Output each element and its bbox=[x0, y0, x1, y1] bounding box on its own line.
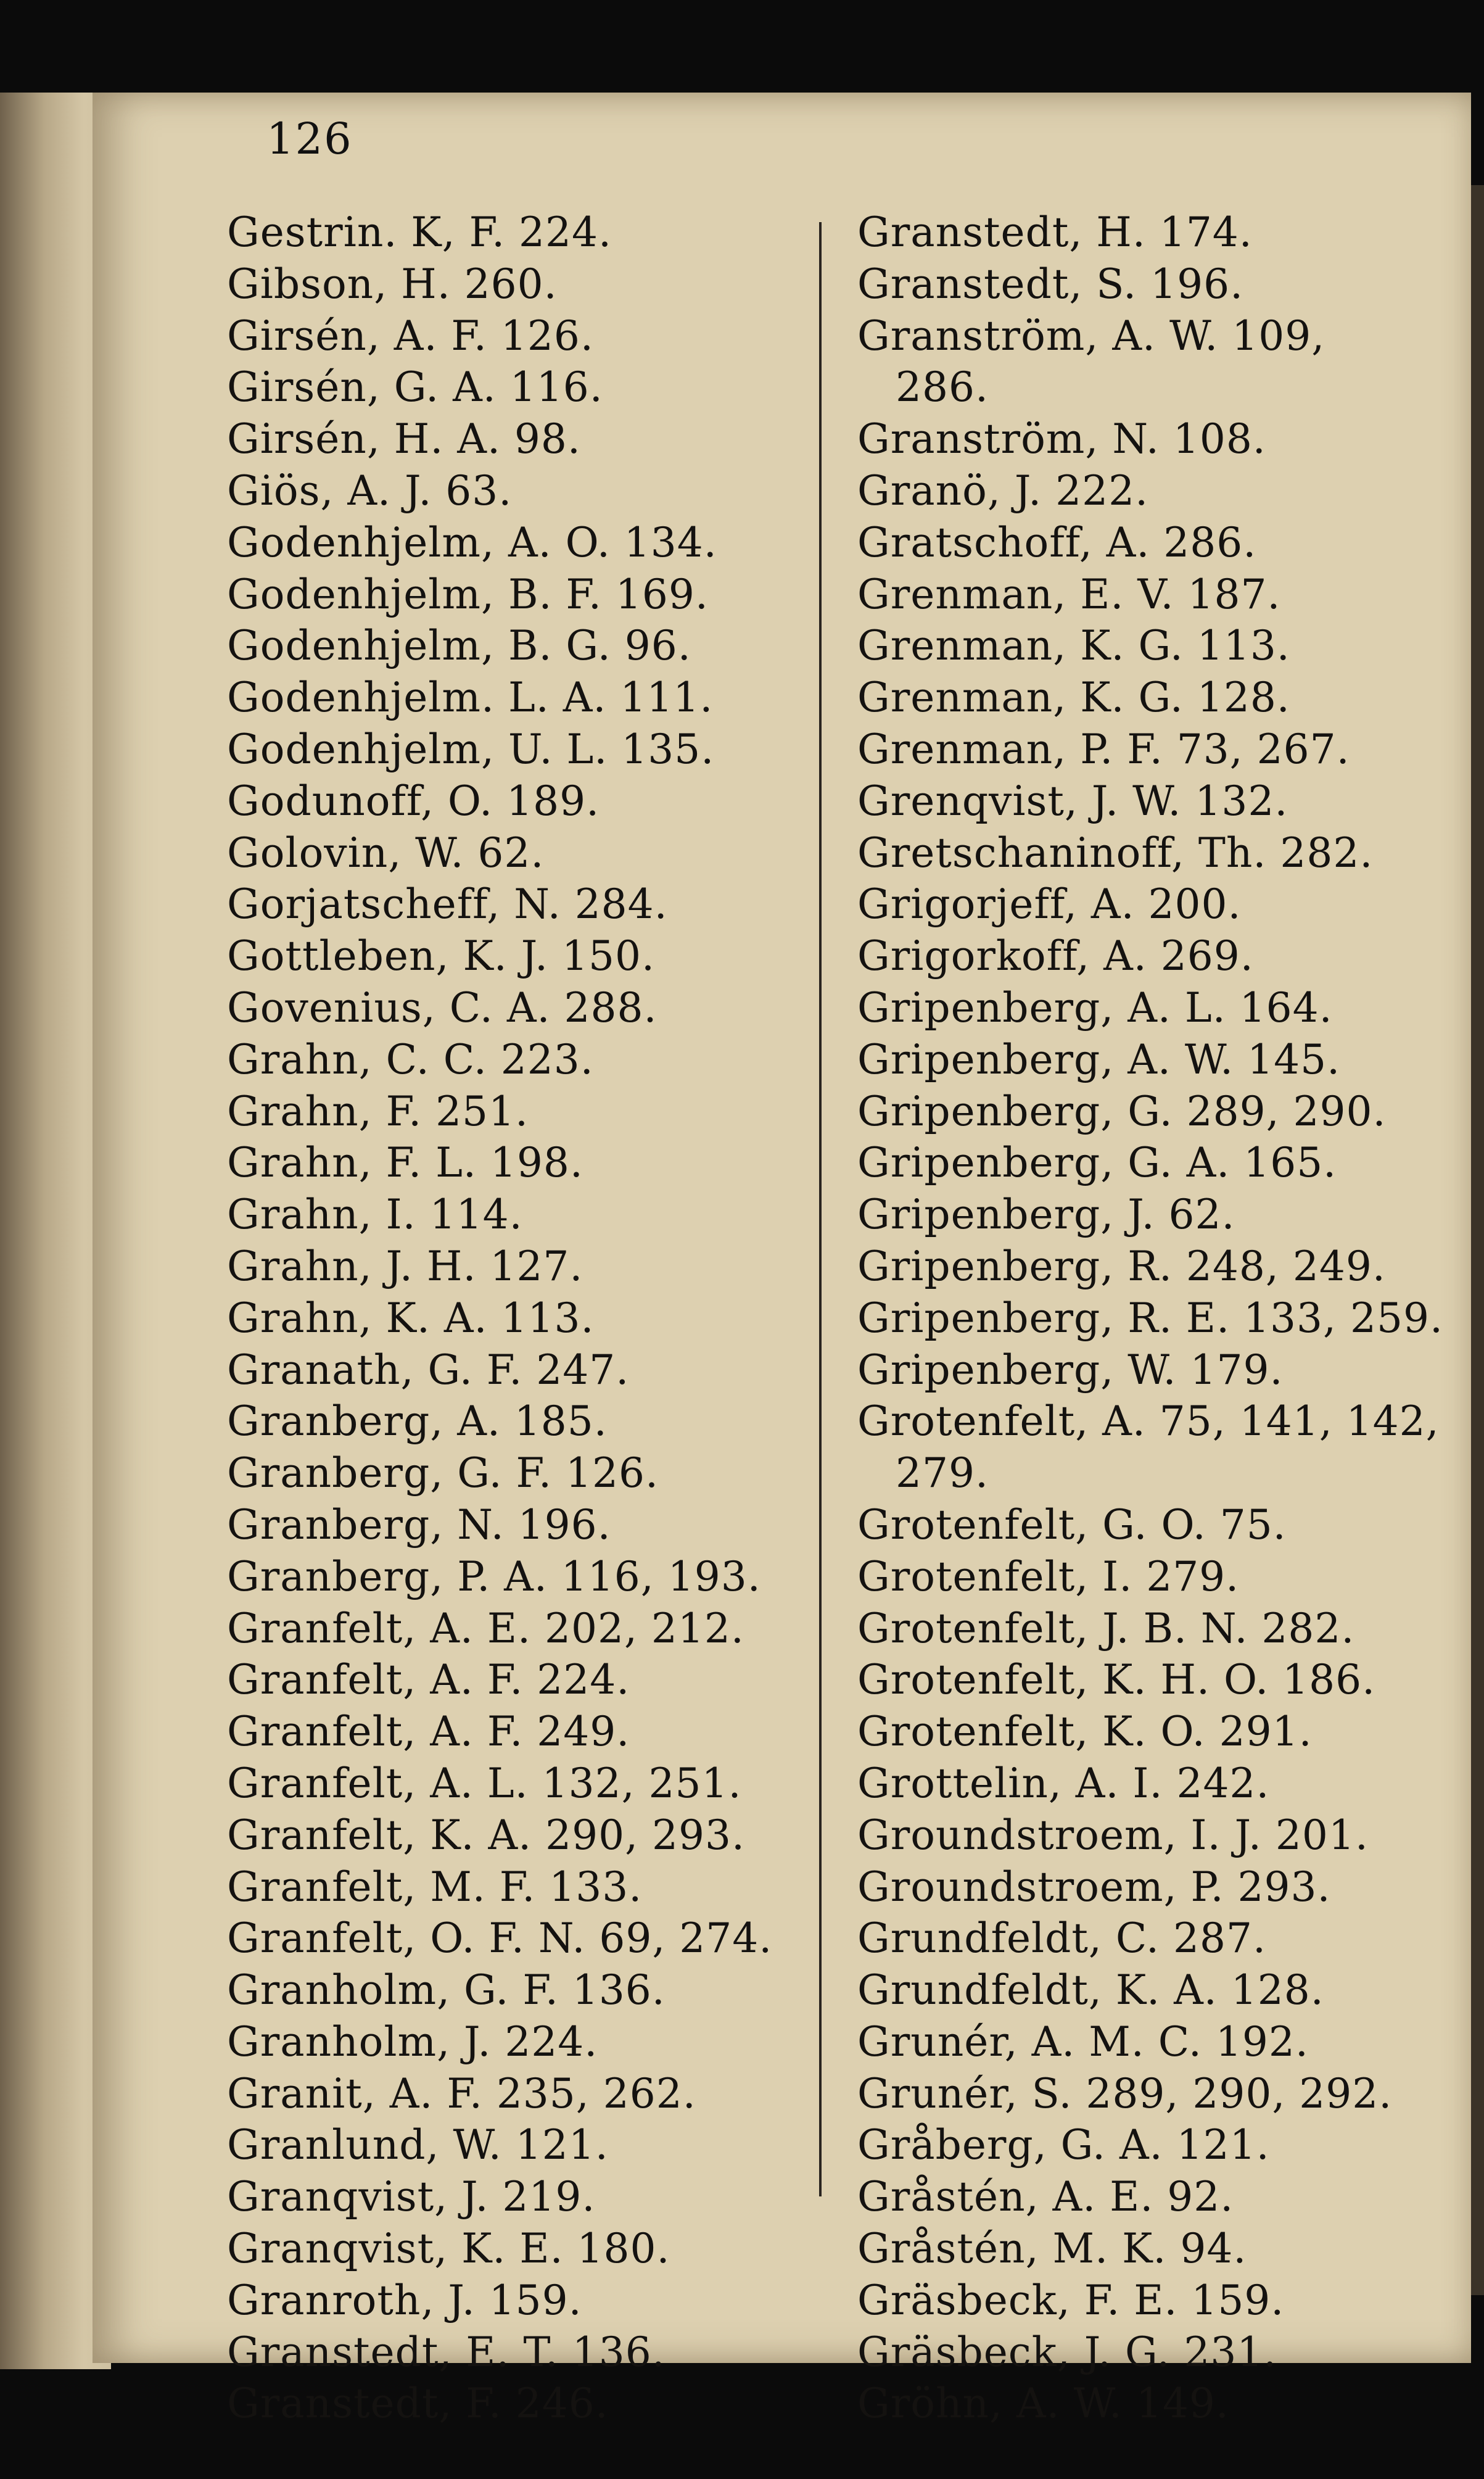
index-entry: Girsén, H. A. 98. bbox=[227, 415, 581, 463]
index-entry: Grotenfelt, G. O. 75. bbox=[857, 1500, 1287, 1549]
index-entry: Granstedt, S. 196. bbox=[857, 260, 1244, 308]
index-entry: Grahn, I. 114. bbox=[227, 1191, 523, 1239]
index-entry: Gripenberg, R. 248, 249. bbox=[857, 1242, 1386, 1290]
index-entry: Gråstén, A. E. 92. bbox=[857, 2173, 1234, 2221]
index-entry: Granfelt, A. F. 249. bbox=[227, 1708, 630, 1756]
index-entry: Granberg, G. F. 126. bbox=[227, 1449, 659, 1497]
index-entry: Grenqvist, J. W. 132. bbox=[857, 777, 1288, 825]
index-entry: Granfelt, O. F. N. 69, 274. bbox=[227, 1914, 773, 1963]
index-entry: Grunér, A. M. C. 192. bbox=[857, 2018, 1309, 2066]
index-entry: Gratschoff, A. 286. bbox=[857, 518, 1257, 566]
index-entry: Grahn, C. C. 223. bbox=[227, 1035, 594, 1083]
index-entry: Godenhjelm, B. G. 96. bbox=[227, 622, 691, 670]
index-entry: Gröhn, A. W. 149. bbox=[857, 2380, 1229, 2428]
index-entry: Godenhjelm. L. A. 111. bbox=[227, 674, 714, 722]
index-entry: Gripenberg, G. 289, 290. bbox=[857, 1087, 1387, 1135]
page-shadow bbox=[1471, 185, 1484, 2295]
index-entry: Granqvist, J. 219. bbox=[227, 2173, 596, 2221]
index-entry: Granberg, N. 196. bbox=[227, 1500, 611, 1549]
index-entry: Godenhjelm, B. F. 169. bbox=[227, 570, 709, 618]
page-number: 126 bbox=[266, 114, 353, 164]
index-entry: Granfelt, K. A. 290, 293. bbox=[227, 1811, 745, 1859]
index-entry: Grunér, S. 289, 290, 292. bbox=[857, 2069, 1393, 2117]
index-entry: Gorjatscheff, N. 284. bbox=[227, 880, 668, 929]
index-entry: Girsén, G. A. 116. bbox=[227, 363, 603, 412]
index-entry: Granstedt, F. 246. bbox=[227, 2380, 609, 2428]
index-entry-continuation: 279. bbox=[896, 1449, 989, 1497]
column-divider bbox=[819, 222, 822, 2196]
index-entry: Gripenberg, A. W. 145. bbox=[857, 1035, 1341, 1083]
index-entry: Grahn, F. L. 198. bbox=[227, 1139, 583, 1187]
index-entry: Girsén, A. F. 126. bbox=[227, 312, 594, 360]
index-entry: Granberg, A. 185. bbox=[227, 1397, 608, 1446]
index-entry: Granö, J. 222. bbox=[857, 466, 1149, 515]
index-entry: Godunoff, O. 189. bbox=[227, 777, 600, 825]
index-entry: Giös, A. J. 63. bbox=[227, 466, 513, 515]
index-entry: Golovin, W. 62. bbox=[227, 829, 545, 877]
index-entry: Gottleben, K. J. 150. bbox=[227, 932, 655, 980]
index-entry: Granström, A. W. 109, bbox=[857, 312, 1325, 360]
index-column-left bbox=[227, 207, 807, 2430]
index-entry: Grundfeldt, C. 287. bbox=[857, 1914, 1266, 1963]
index-entry: Grenman, K. G. 113. bbox=[857, 622, 1290, 670]
index-entry: Gråberg, G. A. 121. bbox=[857, 2121, 1270, 2169]
index-entry: Granlund, W. 121. bbox=[227, 2121, 609, 2169]
index-entry: Grotenfelt, A. 75, 141, 142, bbox=[857, 1397, 1440, 1446]
index-entry: Grotenfelt, J. B. N. 282. bbox=[857, 1604, 1355, 1652]
index-entry: Granfelt, A. F. 224. bbox=[227, 1656, 630, 1704]
index-entry: Gripenberg, G. A. 165. bbox=[857, 1139, 1337, 1187]
index-entry: Grotenfelt, I. 279. bbox=[857, 1552, 1240, 1600]
index-entry: Granfelt, A. L. 132, 251. bbox=[227, 1759, 742, 1807]
index-entry: Granroth, J. 159. bbox=[227, 2276, 582, 2324]
index-entry: Gripenberg, R. E. 133, 259. bbox=[857, 1294, 1443, 1342]
index-entry: Grenman, E. V. 187. bbox=[857, 570, 1281, 618]
index-entry: Gräsbeck, J. G. 231. bbox=[857, 2328, 1277, 2376]
index-entry: Granstedt, E. T. 136. bbox=[227, 2328, 666, 2376]
index-entry: Grahn, F. 251. bbox=[227, 1087, 529, 1135]
index-entry: Groundstroem, P. 293. bbox=[857, 1863, 1331, 1911]
index-entry: Granholm, J. 224. bbox=[227, 2018, 598, 2066]
index-entry: Gräsbeck, F. E. 159. bbox=[857, 2276, 1285, 2324]
index-entry: Grahn, J. H. 127. bbox=[227, 1242, 583, 1290]
index-entry: Godenhjelm, U. L. 135. bbox=[227, 725, 715, 773]
index-entry: Gretschaninoff, Th. 282. bbox=[857, 829, 1374, 877]
index-entry: Grotenfelt, K. O. 291. bbox=[857, 1708, 1313, 1756]
index-entry: Grigorjeff, A. 200. bbox=[857, 880, 1242, 929]
index-entry: Granfelt, M. F. 133. bbox=[227, 1863, 643, 1911]
index-entry: Gripenberg, W. 179. bbox=[857, 1346, 1284, 1394]
index-entry: Granholm, G. F. 136. bbox=[227, 1966, 666, 2014]
index-entry: Grahn, K. A. 113. bbox=[227, 1294, 595, 1342]
index-entry: Grenman, K. G. 128. bbox=[857, 674, 1290, 722]
index-entry: Gestrin. K, F. 224. bbox=[227, 209, 612, 256]
index-entry-continuation: 286. bbox=[896, 363, 989, 412]
index-entry: Gibson, H. 260. bbox=[227, 260, 558, 308]
index-entry: Granqvist, K. E. 180. bbox=[227, 2225, 670, 2273]
index-entry: Grenman, P. F. 73, 267. bbox=[857, 725, 1350, 773]
index-entry: Granit, A. F. 235, 262. bbox=[227, 2069, 696, 2117]
index-entry: Granath, G. F. 247. bbox=[227, 1346, 630, 1394]
index-entry: Granström, N. 108. bbox=[857, 415, 1266, 463]
index-entry: Govenius, C. A. 288. bbox=[227, 983, 657, 1032]
index-entry: Grigorkoff, A. 269. bbox=[857, 932, 1254, 980]
index-column-right bbox=[857, 207, 1449, 2430]
index-entry: Godenhjelm, A. O. 134. bbox=[227, 518, 717, 566]
index-entry: Grottelin, A. I. 242. bbox=[857, 1759, 1270, 1807]
index-entry: Gripenberg, A. L. 164. bbox=[857, 983, 1333, 1032]
index-entry: Granberg, P. A. 116, 193. bbox=[227, 1552, 761, 1600]
index-entry: Granstedt, H. 174. bbox=[857, 209, 1253, 256]
index-entry: Grundfeldt, K. A. 128. bbox=[857, 1966, 1324, 2014]
index-entry: Granfelt, A. E. 202, 212. bbox=[227, 1604, 744, 1652]
index-entry: Grotenfelt, K. H. O. 186. bbox=[857, 1656, 1376, 1704]
index-entry: Groundstroem, I. J. 201. bbox=[857, 1811, 1369, 1859]
index-entry: Gripenberg, J. 62. bbox=[857, 1191, 1235, 1239]
index-entry: Gråstén, M. K. 94. bbox=[857, 2225, 1247, 2273]
